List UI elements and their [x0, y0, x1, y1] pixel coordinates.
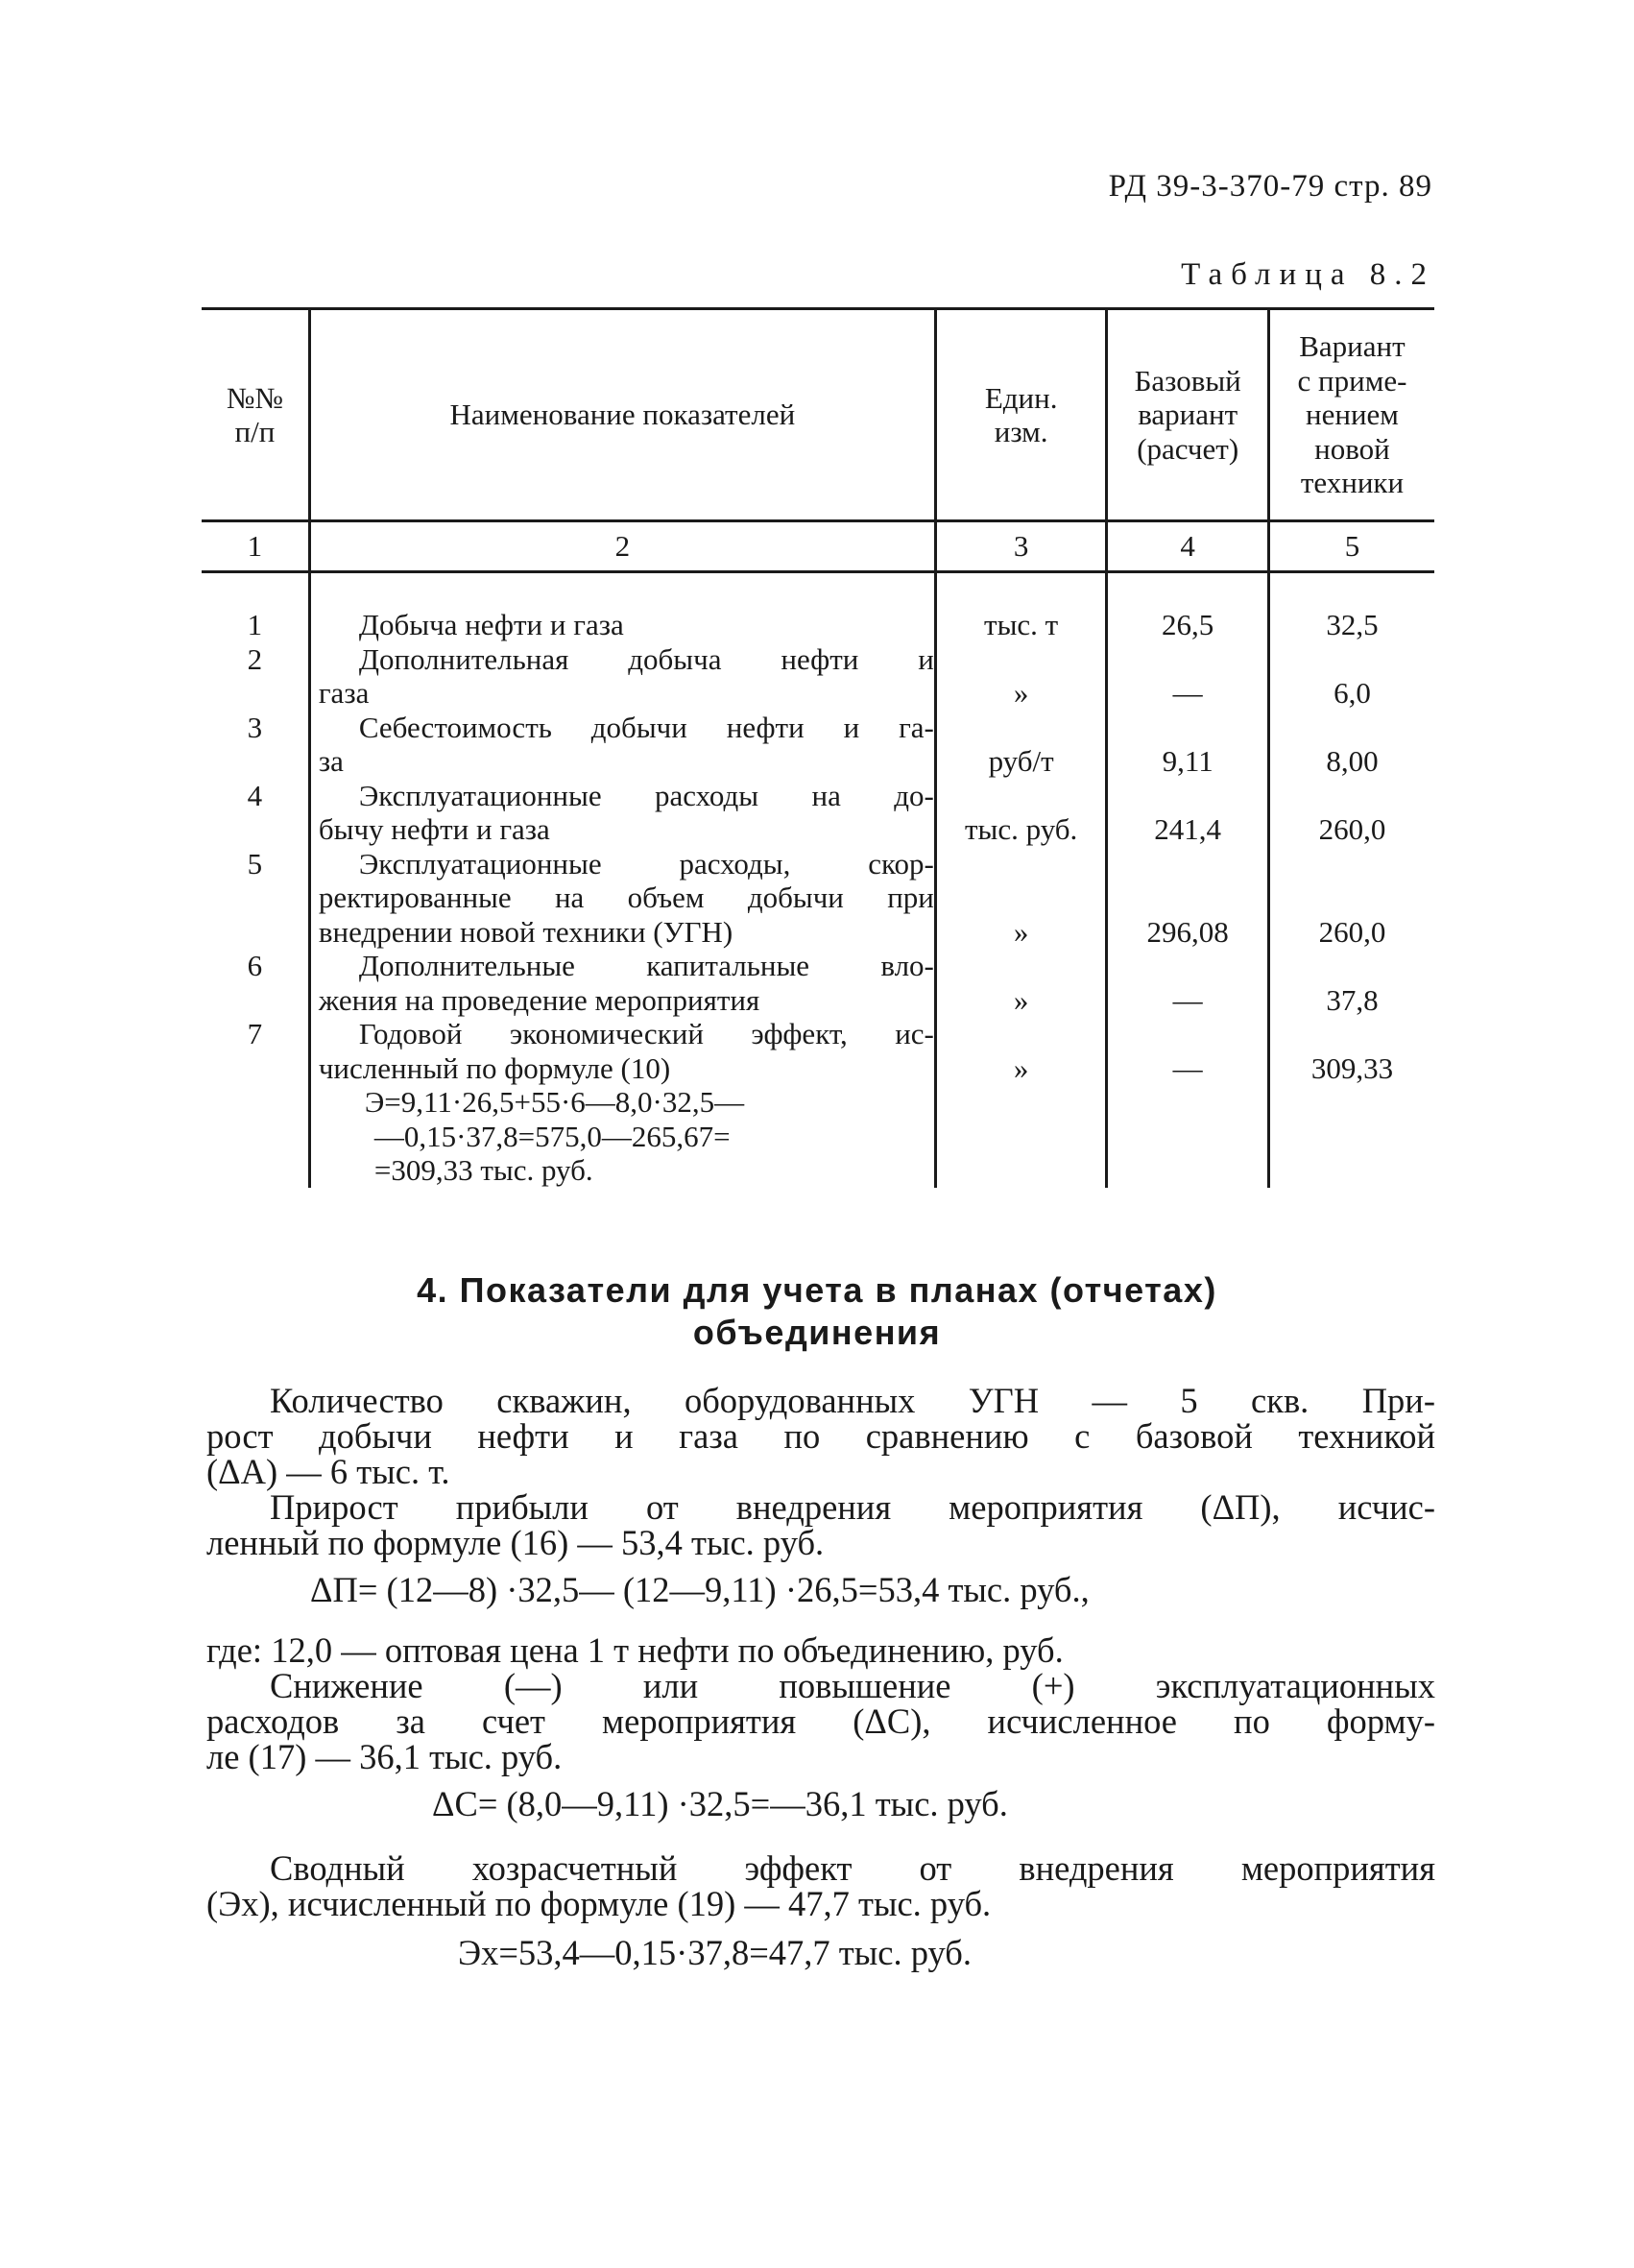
paragraph-costs: [206, 1668, 1435, 1774]
paragraph-line: (Эх), исчисленный по формуле (19) — 47,7 тыс. руб.: [206, 1884, 992, 1923]
paragraph-line: (ΔА) — 6 тыс. т.: [206, 1452, 450, 1491]
base-value: —: [1172, 982, 1203, 1017]
new-value: 8,00: [1326, 744, 1379, 778]
page-header: РД 39-3-370-79 стр. 89: [1108, 169, 1432, 204]
header-text: техники: [1300, 466, 1405, 500]
header-text: №№: [226, 380, 283, 415]
paragraph-price: где: 12,0 — оптовая цена 1 т нефти по объединению, руб.: [206, 1630, 1064, 1670]
header-col-new: [1268, 309, 1434, 521]
data-table: [202, 307, 1434, 1188]
row-number: 6: [247, 949, 263, 982]
base-value: —: [1172, 1050, 1203, 1085]
row-number: 3: [247, 710, 263, 744]
header-text: (расчет): [1137, 431, 1239, 466]
paragraph-effect: [206, 1850, 1435, 1921]
row-name-line: ректированные на объем добычи при: [318, 881, 934, 914]
row-number: 2: [247, 641, 263, 676]
row-name-line: Добыча нефти и газа: [358, 608, 624, 641]
row-number: 7: [247, 1017, 263, 1050]
base-value: 241,4: [1154, 812, 1222, 846]
header-text: нением: [1306, 398, 1399, 432]
header-text: п/п: [234, 415, 276, 448]
unit-value: »: [1013, 676, 1029, 710]
row-name-line: Дополнительная добыча нефти и: [358, 641, 934, 676]
paragraph-line: ленный по формуле (16) — 53,4 тыс. руб.: [206, 1523, 825, 1562]
paragraph-wells: [206, 1383, 1435, 1489]
header-text: вариант: [1138, 398, 1238, 432]
row-name-line: за: [318, 744, 344, 778]
header-text: Един.: [984, 380, 1058, 415]
header-col-number: [202, 309, 309, 521]
section-title-line: объединения: [692, 1313, 942, 1352]
new-value: 260,0: [1318, 914, 1386, 949]
paragraph-line: Снижение (—) или повышение (+) эксплуатационных: [270, 1666, 1435, 1705]
header-col-base: [1107, 309, 1269, 521]
row-numbers: [202, 608, 309, 1188]
base-value: 9,11: [1162, 744, 1213, 778]
row-number: 5: [247, 846, 263, 881]
paragraph-line: Сводный хозрасчетный эффект от внедрения мероприятия: [270, 1848, 1435, 1888]
new-value: 32,5: [1326, 608, 1379, 641]
new-value: 260,0: [1318, 812, 1386, 846]
table-body: [202, 608, 1434, 1188]
header-text: Базовый: [1134, 363, 1241, 398]
base-value: 296,08: [1146, 914, 1229, 949]
row-name-line: Эксплуатационные расходы на до-: [358, 778, 934, 812]
row-name-line: Себестоимость добычи нефти и га-: [358, 710, 934, 744]
row-name-line: Эксплуатационные расходы, скор-: [358, 846, 934, 881]
header-text: Наименование показателей: [449, 398, 796, 432]
column-number: 4: [1107, 521, 1269, 572]
header-text: изм.: [994, 415, 1048, 448]
unit-value: руб/т: [988, 744, 1054, 778]
paragraph-line: ле (17) — 36,1 тыс. руб.: [206, 1737, 563, 1776]
row-name-line: Годовой экономический эффект, ис-: [358, 1017, 934, 1050]
equation-effect: Эх=53,4—0,15·37,8=47,7 тыс. руб.: [458, 1933, 972, 1972]
base-value: 26,5: [1162, 608, 1214, 641]
formula-line: Э=9,11·26,5+55·6—8,0·32,5—: [364, 1085, 745, 1119]
row-names: [309, 608, 935, 1188]
column-number: 1: [202, 521, 309, 572]
row-units: [935, 608, 1107, 1188]
header-text: с приме-: [1297, 363, 1407, 398]
paragraph-line: Прирост прибыли от внедрения мероприятия (ΔП), исчис-: [270, 1487, 1435, 1527]
equation-profit: ΔП= (12—8) ·32,5— (12—9,11) ·26,5=53,4 тыс. руб.,: [310, 1570, 1090, 1609]
row-name-line: Дополнительные капитальные вло-: [358, 949, 934, 982]
spacer-row: [202, 572, 1434, 609]
section-title-line: 4. Показатели для учета в планах (отчетах): [417, 1270, 1217, 1310]
section-title: [0, 1269, 1634, 1354]
row-new-values: [1268, 608, 1434, 1188]
row-name-line: жения на проведение мероприятия: [318, 982, 760, 1017]
table-label: Таблица 8.2: [1181, 257, 1435, 292]
unit-value: »: [1013, 982, 1029, 1017]
header-text: новой: [1314, 431, 1390, 466]
new-value: 37,8: [1326, 982, 1379, 1017]
formula-line: =309,33 тыс. руб.: [373, 1153, 593, 1187]
base-value: —: [1172, 676, 1203, 710]
column-number: 5: [1268, 521, 1434, 572]
row-base-values: [1107, 608, 1269, 1188]
equation-costs: ΔС= (8,0—9,11) ·32,5=—36,1 тыс. руб.: [432, 1784, 1008, 1823]
unit-value: тыс. руб.: [964, 812, 1078, 846]
row-name-line: бычу нефти и газа: [318, 812, 550, 846]
row-name-line: газа: [318, 676, 370, 710]
paragraph-line: расходов за счет мероприятия (ΔС), исчисленное по форму-: [206, 1701, 1435, 1741]
column-number-row: [202, 521, 1434, 572]
table-header-row: [202, 309, 1434, 521]
row-number: 1: [247, 608, 263, 641]
paragraph-line: Количество скважин, оборудованных УГН — 5 скв. При-: [270, 1381, 1435, 1420]
unit-value: »: [1013, 1050, 1029, 1085]
header-col-unit: [935, 309, 1107, 521]
new-value: 6,0: [1334, 676, 1371, 710]
header-text: Вариант: [1299, 329, 1406, 364]
row-name-line: внедрении новой техники (УГН): [318, 914, 733, 949]
paragraph-profit: [206, 1489, 1435, 1560]
formula-line: —0,15·37,8=575,0—265,67=: [373, 1119, 731, 1153]
header-col-name: [309, 309, 935, 521]
unit-value: »: [1013, 914, 1029, 949]
row-name-line: численный по формуле (10): [318, 1050, 671, 1085]
row-number: 4: [247, 778, 263, 812]
new-value: 309,33: [1310, 1050, 1394, 1085]
unit-value: тыс. т: [984, 608, 1059, 641]
section-body: [206, 1383, 1435, 1970]
column-number: 2: [309, 521, 935, 572]
column-number: 3: [935, 521, 1107, 572]
paragraph-line: рост добычи нефти и газа по сравнению с базовой техникой: [206, 1416, 1435, 1456]
